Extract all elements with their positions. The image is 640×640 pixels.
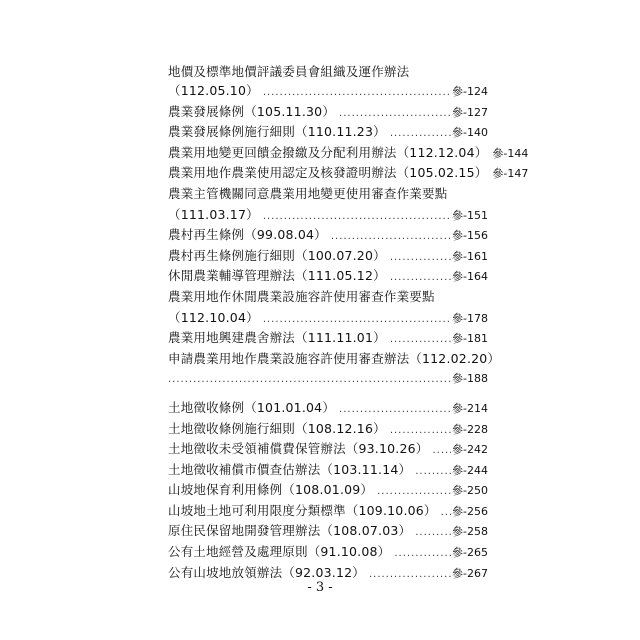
toc-entry-page: 參-250 — [452, 484, 488, 498]
toc-entry-page: 參-178 — [452, 311, 488, 325]
leader-dots — [390, 421, 451, 442]
toc-entry-title: 農業發展條例（105.11.30） — [168, 103, 336, 119]
toc-entry-title: 土地徵收條例施行細則（108.12.16） — [168, 420, 386, 436]
toc-entry-title: 農村再生條例（99.08.04） — [168, 227, 327, 243]
toc-entry-title: 農業用地變更回饋金撥繳及分配利用辦法（112.12.04） — [168, 144, 488, 160]
toc-entry — [168, 225, 488, 246]
toc-entry — [168, 184, 488, 225]
table-of-contents — [168, 62, 529, 583]
toc-entry-title: 山坡地保育利用條例（108.01.09） — [168, 482, 374, 498]
toc-entry-page: 參-147 — [492, 167, 529, 181]
toc-entry-page: 參-181 — [452, 332, 488, 346]
toc-entry-title: 山坡地土地可利用限度分類標準（109.10.06） — [168, 502, 437, 518]
leader-dots — [390, 248, 451, 269]
leader-dots — [263, 207, 451, 228]
leader-dots — [415, 523, 451, 544]
leader-dots — [339, 104, 451, 125]
toc-entry — [168, 419, 488, 440]
toc-entry-page: 參-124 — [452, 85, 488, 98]
toc-entry-date: （111.03.17） — [168, 206, 259, 222]
toc-entry-title: 農業用地作農業使用認定及核發證明辦法（105.02.15） — [168, 165, 488, 181]
toc-entry-title: 公有山坡地放領辦法（92.03.12） — [168, 564, 365, 580]
toc-entry-title: 原住民保留地開發管理辦法（108.07.03） — [168, 523, 412, 539]
leader-dots — [394, 544, 451, 565]
toc-entry-title: 農業用地作休閒農業設施容許使用審查作業要點 — [168, 288, 435, 304]
toc-entry — [168, 480, 488, 501]
toc-entry — [168, 349, 501, 390]
toc-entry — [168, 62, 488, 102]
toc-entry-page: 參-151 — [452, 208, 488, 222]
toc-entry — [168, 163, 529, 184]
leader-dots — [390, 124, 451, 145]
leader-dots — [441, 503, 451, 524]
toc-entry-date: （112.10.04） — [168, 309, 259, 325]
page-number: - 3 - — [307, 580, 333, 595]
leader-dots — [415, 462, 451, 483]
toc-entry-title: 土地徵收條例（101.01.04） — [168, 399, 336, 415]
toc-entry-title: 農業用地興建農舍辦法（111.11.01） — [168, 330, 386, 346]
toc-entry-page: 參-258 — [452, 525, 488, 539]
toc-entry-title: 休閒農業輔導管理辦法（111.05.12） — [168, 268, 386, 284]
toc-entry — [168, 102, 488, 123]
toc-entry-page: 參-267 — [452, 566, 488, 580]
toc-entry — [168, 542, 488, 563]
toc-entry-title: 地價及標準地價評議委員會組織及運作辦法 — [168, 64, 410, 79]
leader-dots — [331, 227, 451, 248]
toc-entry-page: 參-156 — [452, 229, 488, 243]
toc-entry — [168, 398, 488, 419]
toc-entry — [168, 143, 529, 164]
toc-entry-page: 參-127 — [452, 105, 488, 119]
leader-dots — [339, 400, 451, 421]
toc-entry — [168, 460, 488, 481]
toc-entry — [168, 122, 488, 143]
toc-entry-title: 農業發展條例施行細則（110.11.23） — [168, 124, 386, 140]
toc-entry-page: 參-161 — [452, 249, 488, 263]
toc-entry-page: 參-144 — [492, 146, 529, 160]
leader-dots — [263, 83, 451, 104]
toc-entry-page: 參-140 — [452, 126, 488, 140]
toc-entry — [168, 328, 488, 349]
leader-dots — [390, 330, 451, 351]
toc-entry-title: 農村再生條例施行細則（100.07.20） — [168, 247, 386, 263]
leader-dots — [432, 441, 451, 462]
leader-dots — [168, 370, 451, 391]
toc-entry — [168, 501, 488, 522]
toc-entry-title: 土地徵收未受領補償費保管辦法（93.10.26） — [168, 441, 429, 457]
toc-entry-title: 申請農業用地作農業設施容許使用審查辦法（112.02.20） — [168, 350, 501, 366]
leader-dots — [390, 268, 451, 289]
toc-entry — [168, 246, 488, 267]
toc-entry — [168, 266, 488, 287]
toc-entry-title: 農業主管機關同意農業用地變更使用審查作業要點 — [168, 185, 448, 201]
toc-entry-title: 土地徵收補償市價查估辦法（103.11.14） — [168, 461, 412, 477]
section-gap — [168, 390, 488, 398]
toc-entry — [168, 521, 488, 542]
toc-entry-page: 參-256 — [452, 504, 488, 518]
toc-entry-date: （112.05.10） — [168, 83, 259, 98]
leader-dots — [263, 310, 451, 331]
toc-entry-page: 參-214 — [452, 401, 488, 415]
toc-entry-page: 參-228 — [452, 422, 488, 436]
toc-entry-title: 公有土地經營及處理原則（91.10.08） — [168, 544, 391, 560]
toc-entry-page: 參-244 — [452, 463, 488, 477]
toc-entry-page: 參-188 — [452, 372, 488, 386]
toc-entry-page: 參-265 — [452, 546, 488, 560]
toc-entry — [168, 287, 488, 328]
toc-entry — [168, 439, 488, 460]
leader-dots — [377, 482, 451, 503]
toc-entry-page: 參-164 — [452, 270, 488, 284]
toc-entry-page: 參-242 — [452, 443, 488, 457]
